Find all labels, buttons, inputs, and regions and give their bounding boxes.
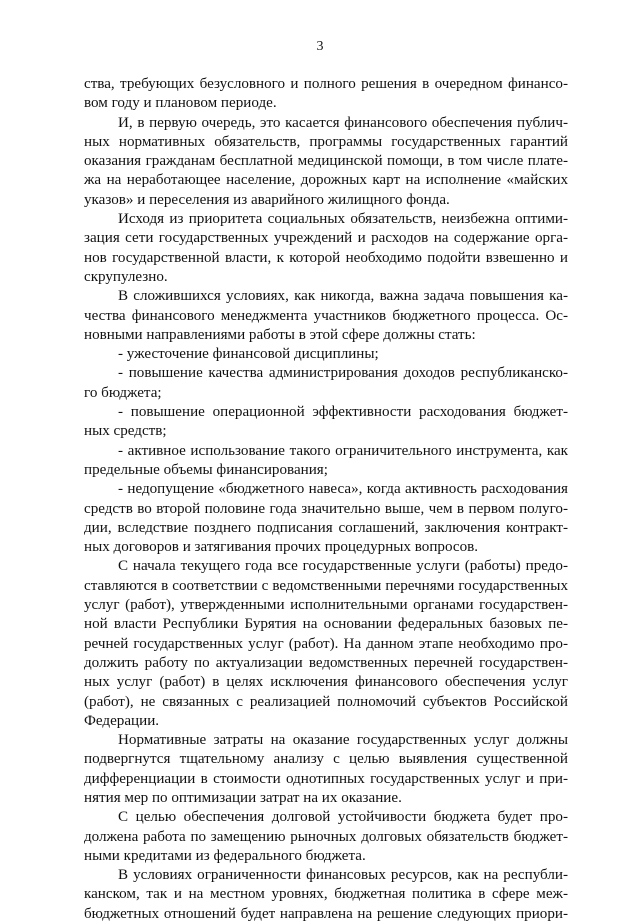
text-line: чества финансового менеджмента участников бюджетного процесса. Ос- bbox=[84, 307, 568, 324]
paragraph bbox=[84, 557, 568, 731]
paragraph bbox=[84, 731, 568, 808]
text-line: ных средств; bbox=[84, 423, 167, 440]
text-line: зация сети государственных учреждений и расходов на содержание орга- bbox=[84, 230, 568, 247]
text-line: нов государственной власти, к которой необходимо подойти взвешенно и bbox=[84, 249, 568, 266]
text-line: должить работу по актуализации ведомственных перечней государствен- bbox=[84, 654, 568, 671]
text-line: канском, так и на местном уровнях, бюджетная политика в сфере меж- bbox=[84, 886, 568, 903]
text-line: - недопущение «бюджетного навеса», когда активность расходования bbox=[118, 481, 568, 498]
text-line: новными направлениями работы в этой сфере должны стать: bbox=[84, 326, 476, 343]
text-line: С начала текущего года все государственные услуги (работы) предо- bbox=[118, 558, 568, 575]
text-line: (работ), не связанных с реализацией полномочий субъектов Российской bbox=[84, 693, 568, 710]
text-line: Исходя из приоритета социальных обязательств, неизбежна оптими- bbox=[118, 211, 568, 228]
text-line: указов» и переселения из аварийного жилищного фонда. bbox=[84, 191, 450, 208]
paragraph bbox=[84, 75, 568, 114]
paragraph bbox=[84, 287, 568, 345]
text-line: - повышение качества администрирования доходов республиканско- bbox=[118, 365, 568, 382]
text-line: услуг (работ), утвержденными исполнительными органами государствен- bbox=[84, 597, 568, 614]
text-line: И, в первую очередь, это касается финансового обеспечения публич- bbox=[118, 114, 568, 131]
text-line: Нормативные затраты на оказание государственных услуг должны bbox=[118, 732, 568, 749]
paragraph bbox=[84, 480, 568, 557]
text-line: предельные объемы финансирования; bbox=[84, 461, 328, 478]
text-line: - ужесточение финансовой дисциплины; bbox=[118, 346, 379, 363]
text-line: дифференциации в стоимости однотипных государственных услуг и при- bbox=[84, 770, 568, 787]
text-line: ства, требующих безусловного и полного решения в очередном финансо- bbox=[84, 76, 568, 92]
text-line: средств во второй половине года значительно выше, чем в первом полуго- bbox=[84, 500, 568, 517]
text-line: - повышение операционной эффективности расходования бюджет- bbox=[118, 404, 568, 421]
text-line: ставляются в соответствии с ведомственными перечнями государственных bbox=[84, 577, 568, 594]
text-line: С целью обеспечения долговой устойчивости бюджета будет про- bbox=[118, 809, 568, 826]
paragraph bbox=[84, 364, 568, 403]
text-line: В условиях ограниченности финансовых ресурсов, как на республи- bbox=[118, 867, 568, 884]
text-line: ными кредитами из федерального бюджета. bbox=[84, 847, 366, 864]
text-line: бюджетных отношений будет направлена на решение следующих приори- bbox=[84, 905, 568, 922]
text-line: ных нормативных обязательств, программы государственных гарантий bbox=[84, 133, 568, 150]
text-line: вом году и плановом периоде. bbox=[84, 95, 277, 112]
text-line: дии, вследствие позднего подписания соглашений, заключения контракт- bbox=[84, 519, 568, 536]
paragraph bbox=[84, 808, 568, 866]
text-line: Федерации. bbox=[84, 712, 160, 729]
body-text bbox=[84, 75, 568, 924]
text-line: речней государственных услуг (работ). На данном этапе необходимо про- bbox=[84, 635, 568, 652]
text-line: жа на неработающее население, дорожных карт на исполнение «майских bbox=[84, 172, 568, 189]
paragraph bbox=[84, 210, 568, 287]
text-line: оказания гражданам бесплатной медицинской помощи, в том числе плате- bbox=[84, 153, 568, 170]
text-line: ных договоров и затягивания прочих процедурных вопросов. bbox=[84, 539, 479, 556]
text-line: В сложившихся условиях, как никогда, важна задача повышения ка- bbox=[118, 288, 568, 305]
text-line: должена работа по замещению рыночных долговых обязательств бюджет- bbox=[84, 828, 568, 845]
paragraph bbox=[84, 866, 568, 924]
text-line: ной власти Республики Бурятия на основании федеральных базовых пе- bbox=[84, 616, 568, 633]
paragraph bbox=[84, 403, 568, 442]
paragraph bbox=[84, 345, 568, 364]
text-line: подвергнутся тщательному анализу с целью выявления существенной bbox=[84, 751, 568, 768]
page-number: 3 bbox=[316, 39, 324, 54]
text-line: скрупулезно. bbox=[84, 268, 168, 285]
text-line: нятия мер по оптимизации затрат на их оказание. bbox=[84, 789, 402, 806]
paragraph bbox=[84, 442, 568, 481]
text-line: го бюджета; bbox=[84, 384, 162, 401]
paragraph bbox=[84, 114, 568, 210]
text-line: - активное использование такого ограничительного инструмента, как bbox=[118, 442, 568, 459]
text-line: ных услуг (работ) в целях исключения финансового обеспечения услуг bbox=[84, 674, 568, 691]
